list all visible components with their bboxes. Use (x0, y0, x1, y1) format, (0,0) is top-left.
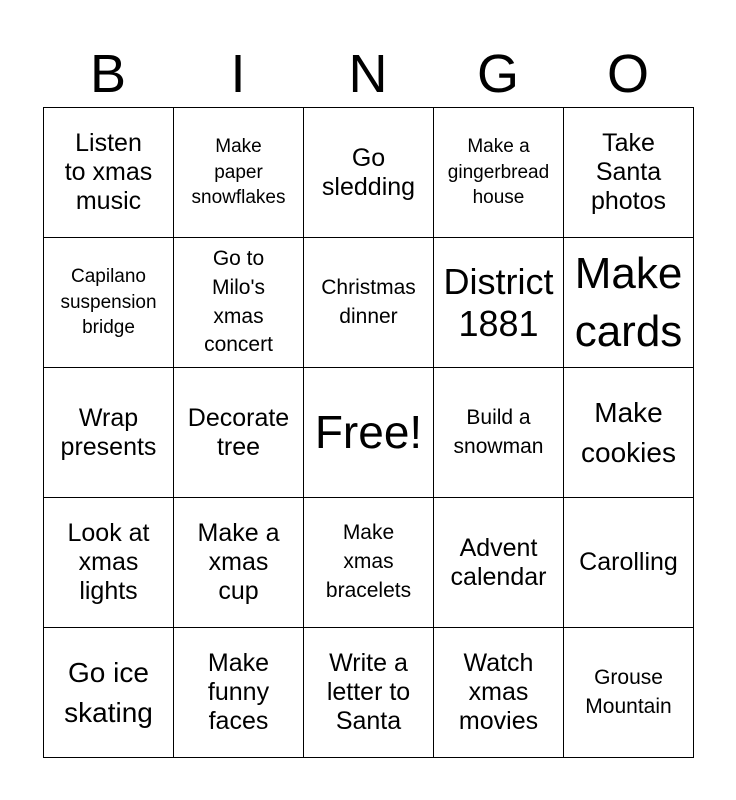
bingo-row-4 (44, 498, 694, 628)
bingo-cell[interactable]: Decorate tree (174, 368, 304, 498)
header-letter-n: N (348, 44, 388, 104)
bingo-row-2 (44, 238, 694, 368)
bingo-cell[interactable]: Wrap presents (44, 368, 174, 498)
header-letter-g: G (476, 44, 519, 104)
bingo-cell[interactable]: Listen to xmas music (44, 108, 174, 238)
bingo-cell[interactable]: Take Santa photos (564, 108, 694, 238)
bingo-cell[interactable]: Make funny faces (174, 628, 304, 758)
bingo-grid (43, 107, 694, 758)
header-letter-b: B (89, 44, 127, 104)
bingo-cell[interactable]: Write a letter to Santa (304, 628, 434, 758)
bingo-row-1 (44, 108, 694, 238)
bingo-cell[interactable]: Advent calendar (434, 498, 564, 628)
bingo-cell[interactable]: Make cards (564, 238, 694, 368)
bingo-cell[interactable]: Capilano suspension bridge (44, 238, 174, 368)
bingo-cell[interactable]: Look at xmas lights (44, 498, 174, 628)
header-letter-o: O (606, 44, 649, 104)
bingo-cell[interactable]: Make xmas bracelets (304, 498, 434, 628)
bingo-cell[interactable]: Make a xmas cup (174, 498, 304, 628)
bingo-cell[interactable]: Watch xmas movies (434, 628, 564, 758)
bingo-cell[interactable]: Make a gingerbread house (434, 108, 564, 238)
bingo-cell[interactable]: Go to Milo's xmas concert (174, 238, 304, 368)
bingo-cell[interactable]: Grouse Mountain (564, 628, 694, 758)
bingo-row-3 (44, 368, 694, 498)
bingo-cell[interactable]: District 1881 (434, 238, 564, 368)
bingo-cell[interactable]: Make cookies (564, 368, 694, 498)
header-letter-i: I (230, 44, 246, 104)
bingo-cell[interactable]: Christmas dinner (304, 238, 434, 368)
bingo-cell[interactable]: Go ice skating (44, 628, 174, 758)
bingo-cell[interactable]: Make paper snowflakes (174, 108, 304, 238)
bingo-cell[interactable]: Go sledding (304, 108, 434, 238)
bingo-cell[interactable]: Carolling (564, 498, 694, 628)
bingo-header (43, 40, 693, 108)
bingo-cell-free[interactable]: Free! (304, 368, 434, 498)
bingo-row-5 (44, 628, 694, 758)
bingo-cell[interactable]: Build a snowman (434, 368, 564, 498)
